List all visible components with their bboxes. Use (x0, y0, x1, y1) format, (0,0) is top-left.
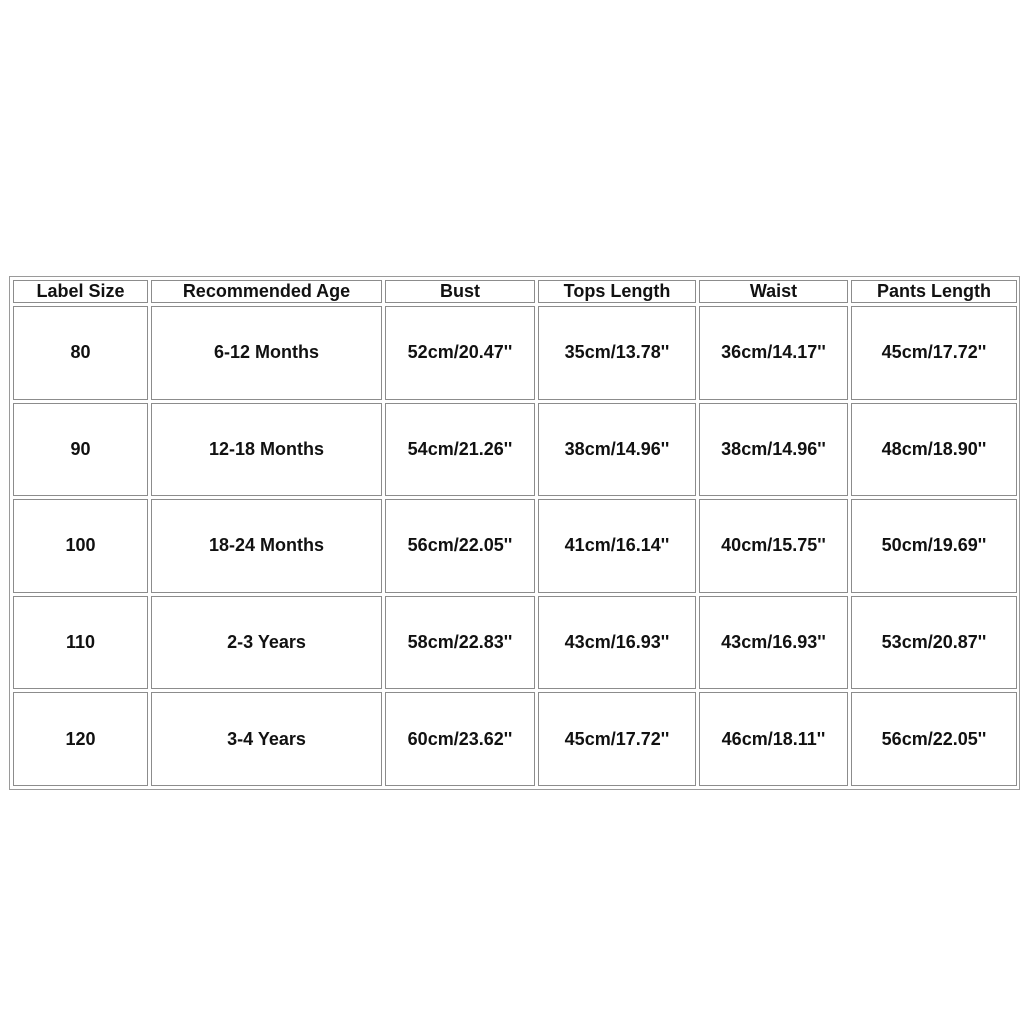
cell-pants-length: 56cm/22.05'' (851, 692, 1017, 786)
table-row (13, 499, 1017, 593)
cell-recommended-age: 2-3 Years (151, 596, 382, 690)
cell-pants-length: 53cm/20.87'' (851, 596, 1017, 690)
table-row (13, 306, 1017, 400)
size-chart (9, 276, 1020, 790)
cell-tops-length: 35cm/13.78'' (538, 306, 696, 400)
cell-bust: 54cm/21.26'' (385, 403, 535, 497)
cell-recommended-age: 18-24 Months (151, 499, 382, 593)
header-row (13, 280, 1017, 303)
cell-bust: 52cm/20.47'' (385, 306, 535, 400)
header-waist: Waist (699, 280, 848, 303)
cell-bust: 58cm/22.83'' (385, 596, 535, 690)
cell-tops-length: 43cm/16.93'' (538, 596, 696, 690)
header-label-size: Label Size (13, 280, 148, 303)
cell-waist: 43cm/16.93'' (699, 596, 848, 690)
cell-tops-length: 41cm/16.14'' (538, 499, 696, 593)
cell-bust: 60cm/23.62'' (385, 692, 535, 786)
cell-label-size: 120 (13, 692, 148, 786)
header-bust: Bust (385, 280, 535, 303)
cell-recommended-age: 12-18 Months (151, 403, 382, 497)
cell-label-size: 100 (13, 499, 148, 593)
table-row (13, 596, 1017, 690)
cell-pants-length: 48cm/18.90'' (851, 403, 1017, 497)
cell-waist: 40cm/15.75'' (699, 499, 848, 593)
cell-label-size: 110 (13, 596, 148, 690)
cell-waist: 38cm/14.96'' (699, 403, 848, 497)
table-row (13, 403, 1017, 497)
header-recommended-age: Recommended Age (151, 280, 382, 303)
cell-label-size: 90 (13, 403, 148, 497)
cell-pants-length: 50cm/19.69'' (851, 499, 1017, 593)
cell-label-size: 80 (13, 306, 148, 400)
cell-recommended-age: 3-4 Years (151, 692, 382, 786)
header-pants-length: Pants Length (851, 280, 1017, 303)
cell-tops-length: 38cm/14.96'' (538, 403, 696, 497)
table-row (13, 692, 1017, 786)
header-tops-length: Tops Length (538, 280, 696, 303)
cell-recommended-age: 6-12 Months (151, 306, 382, 400)
cell-pants-length: 45cm/17.72'' (851, 306, 1017, 400)
cell-waist: 46cm/18.11'' (699, 692, 848, 786)
cell-waist: 36cm/14.17'' (699, 306, 848, 400)
size-chart-table (10, 277, 1020, 789)
cell-bust: 56cm/22.05'' (385, 499, 535, 593)
cell-tops-length: 45cm/17.72'' (538, 692, 696, 786)
